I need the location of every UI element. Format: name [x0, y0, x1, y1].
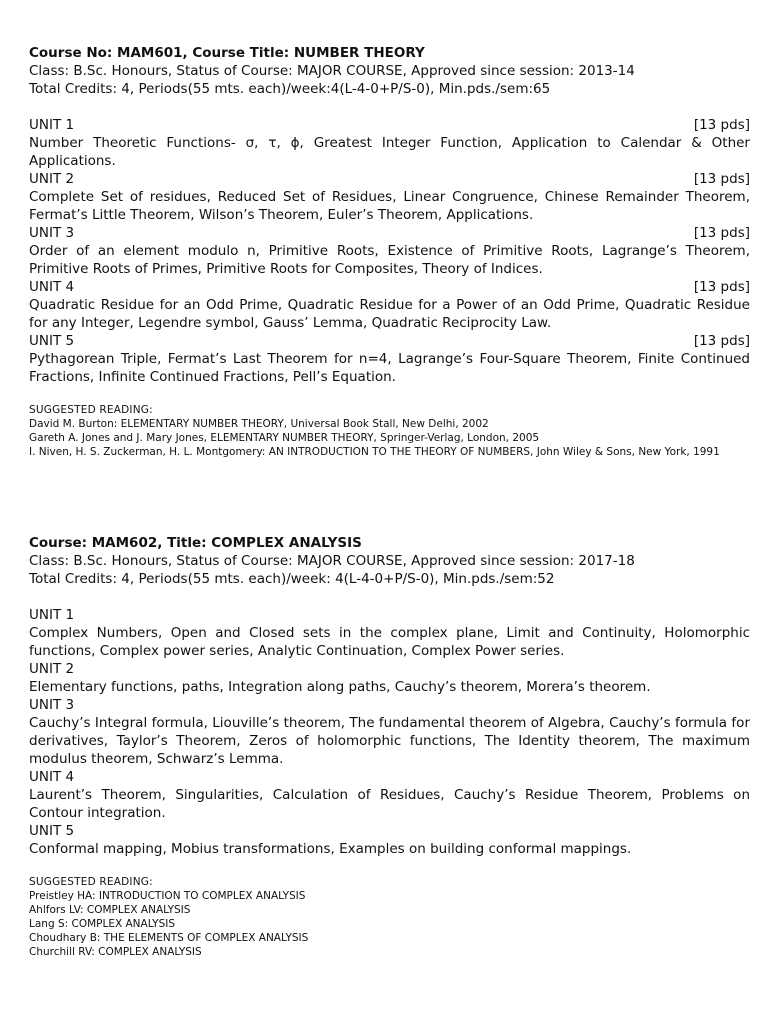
course-credits-info: Total Credits: 4, Periods(55 mts. each)/week: 4(L-4-0+P/S-0), Min.pds./sem:52	[29, 571, 555, 587]
suggested-reading-label: SUGGESTED READING:	[29, 404, 153, 416]
unit-label: UNIT 3	[29, 697, 75, 713]
unit-content: Complex Numbers, Open and Closed sets in the complex plane, Limit and Continuity, Holomorphic functions, Complex power series, Analytic Continuation, Complex Power series.	[29, 625, 750, 659]
unit-2	[29, 660, 750, 696]
suggested-reading-label: SUGGESTED READING:	[29, 876, 153, 888]
unit-periods: [13 pds]	[693, 279, 750, 295]
suggested-reading	[29, 875, 750, 959]
unit-3	[29, 696, 750, 768]
unit-content: Quadratic Residue for an Odd Prime, Quadratic Residue for a Power of an Odd Prime, Quadratic Residue for any Integer, Legendre symbol, Gauss’ Lemma, Quadratic Reciprocity Law.	[29, 297, 750, 331]
unit-periods: [13 pds]	[693, 171, 750, 187]
unit-label: UNIT 1	[29, 607, 75, 623]
unit-label: UNIT 5	[29, 823, 75, 839]
unit-periods: [13 pds]	[693, 333, 750, 349]
reading-item: Gareth A. Jones and J. Mary Jones, ELEMENTARY NUMBER THEORY, Springer-Verlag, London, 2005	[29, 432, 540, 444]
unit-1	[29, 116, 750, 170]
course-complex-analysis	[29, 534, 750, 959]
unit-3	[29, 224, 750, 278]
suggested-reading	[29, 403, 750, 459]
unit-label: UNIT 1	[29, 117, 75, 133]
unit-2	[29, 170, 750, 224]
reading-item: David M. Burton: ELEMENTARY NUMBER THEORY, Universal Book Stall, New Delhi, 2002	[29, 418, 489, 430]
reading-item: Lang S: COMPLEX ANALYSIS	[29, 918, 176, 930]
unit-content: Conformal mapping, Mobius transformations, Examples on building conformal mappings.	[29, 841, 632, 857]
unit-label: UNIT 3	[29, 225, 75, 241]
unit-4	[29, 768, 750, 822]
unit-1	[29, 606, 750, 660]
unit-label: UNIT 2	[29, 661, 75, 677]
reading-item: I. Niven, H. S. Zuckerman, H. L. Montgomery: AN INTRODUCTION TO THE THEORY OF NUMBERS, John Wiley & Sons, New York, 1991	[29, 446, 720, 458]
course-title: Course No: MAM601, Course Title: NUMBER THEORY	[29, 45, 425, 61]
unit-content: Laurent’s Theorem, Singularities, Calculation of Residues, Cauchy’s Residue Theorem, Problems on Contour integration.	[29, 787, 750, 821]
course-title: Course: MAM602, Title: COMPLEX ANALYSIS	[29, 535, 362, 551]
unit-periods: [13 pds]	[693, 225, 750, 241]
reading-item: Ahlfors LV: COMPLEX ANALYSIS	[29, 904, 191, 916]
reading-item: Churchill RV: COMPLEX ANALYSIS	[29, 946, 202, 958]
course-class-info: Class: B.Sc. Honours, Status of Course: MAJOR COURSE, Approved since session: 2013-14	[29, 63, 635, 79]
reading-item: Choudhary B: THE ELEMENTS OF COMPLEX ANALYSIS	[29, 932, 309, 944]
unit-content: Pythagorean Triple, Fermat’s Last Theorem for n=4, Lagrange’s Four-Square Theorem, Finite Continued Fractions, Infinite Continued Fractions, Pell’s Equation.	[29, 351, 750, 385]
unit-periods: [13 pds]	[693, 117, 750, 133]
course-class-info: Class: B.Sc. Honours, Status of Course: MAJOR COURSE, Approved since session: 2017-18	[29, 553, 635, 569]
unit-label: UNIT 5	[29, 333, 75, 349]
unit-content: Elementary functions, paths, Integration along paths, Cauchy’s theorem, Morera’s theorem.	[29, 679, 651, 695]
unit-label: UNIT 4	[29, 769, 75, 785]
unit-content: Complete Set of residues, Reduced Set of Residues, Linear Congruence, Chinese Remainder Theorem, Fermat’s Little Theorem, Wilson’s Theorem, Euler’s Theorem, Applications.	[29, 189, 750, 223]
unit-5	[29, 332, 750, 386]
unit-content: Order of an element modulo n, Primitive Roots, Existence of Primitive Roots, Lagrange’s Theorem, Primitive Roots of Primes, Primitive Roots for Composites, Theory of Indices.	[29, 243, 750, 277]
unit-content: Number Theoretic Functions- σ, τ, ϕ, Greatest Integer Function, Application to Calendar & Other Applications.	[29, 135, 750, 169]
unit-5	[29, 822, 750, 858]
unit-content: Cauchy’s Integral formula, Liouville’s theorem, The fundamental theorem of Algebra, Cauchy’s formula for derivatives, Taylor’s Theorem, Zeros of holomorphic functions, The Identity theorem, The maximum modulus theorem, Schwarz’s Lemma.	[29, 715, 750, 767]
reading-item: Preistley HA: INTRODUCTION TO COMPLEX ANALYSIS	[29, 890, 306, 902]
unit-4	[29, 278, 750, 332]
course-number-theory	[29, 44, 750, 459]
course-credits-info: Total Credits: 4, Periods(55 mts. each)/week:4(L-4-0+P/S-0), Min.pds./sem:65	[29, 81, 551, 97]
unit-label: UNIT 2	[29, 171, 75, 187]
unit-label: UNIT 4	[29, 279, 75, 295]
